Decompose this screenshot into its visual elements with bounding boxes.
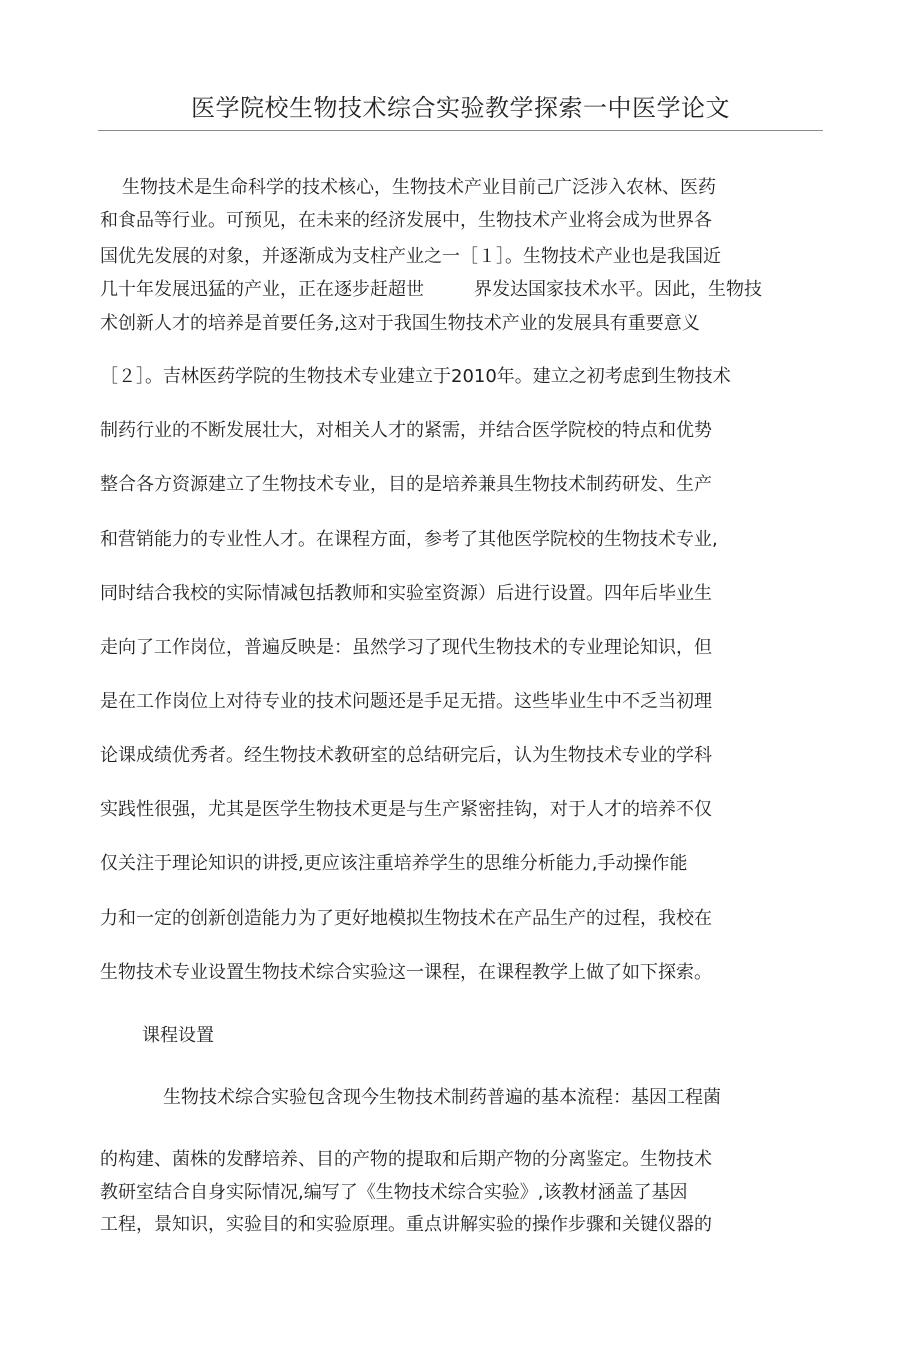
section-heading: 课程设置 <box>142 1025 214 1046</box>
text-line: 是在工作岗位上对待专业的技术问题还是手足无措。这些毕业生中不乏当初理 <box>100 691 712 712</box>
text-line: 和食品等行业。可预见，在未来的经济发展中，生物技术产业将会成为世界各 <box>100 210 712 231</box>
text-line: 生物技术专业设置生物技术综合实验这一课程，在课程教学上做了如下探索。 <box>100 962 712 983</box>
text-line: 生物技术是生命科学的技术核心，生物技术产业目前己广泛涉入农林、医药 <box>122 177 716 198</box>
text-line <box>100 279 762 301</box>
text-line: 制药行业的不断发展壮大，对相关人才的紧需，并结合医学院校的特点和优势 <box>100 420 712 441</box>
text-line: 教研室结合自身实际情况,编写了《生物技术综合实验》,该教材涵盖了基因 <box>100 1182 688 1203</box>
text-fragment: 界发达国家技术水平。因此，生物技 <box>474 279 762 300</box>
text-line: 生物技术综合实验包含现今生物技术制药普遍的基本流程：基因工程菌 <box>163 1087 721 1108</box>
text-line: 工程，景知识，实验目的和实验原理。重点讲解实验的操作步骤和关键仪器的 <box>100 1214 712 1235</box>
text-line: 走向了工作岗位，普遍反映是：虽然学习了现代生物技术的专业理论知识，但 <box>100 637 712 658</box>
text-line: 的构建、菌株的发酵培养、目的产物的提取和后期产物的分离鉴定。生物技术 <box>100 1149 712 1170</box>
text-line: 术创新人才的培养是首要任务,这对于我国生物技术产业的发展具有重要意义 <box>100 313 700 334</box>
text-line: 国优先发展的对象，并逐渐成为支柱产业之一［１］。生物技术产业也是我国近 <box>100 246 721 267</box>
text-line: 实践性很强，尤其是医学生物技术更是与生产紧密挂钩，对于人才的培养不仅 <box>100 799 712 820</box>
text-line: ［２］。吉林医药学院的生物技术专业建立于2010年。建立之初考虑到生物技术 <box>100 366 731 387</box>
text-line: 论课成绩优秀者。经生物技术教研室的总结研完后，认为生物技术专业的学科 <box>100 745 712 766</box>
text-line: 同时结合我校的实际情减包括教师和实验室资源）后进行设置。四年后毕业生 <box>100 583 712 604</box>
text-line: 整合各方资源建立了生物技术专业，目的是培养兼具生物技术制药研发、生产 <box>100 474 712 495</box>
title-divider <box>98 130 823 131</box>
document-title: 医学院校生物技术综合实验教学探索一中医学论文 <box>191 94 730 122</box>
text-line: 和营销能力的专业性人才。在课程方面，参考了其他医学院校的生物技术专业, <box>100 529 718 550</box>
text-line: 仅关注于理论知识的讲授,更应该注重培养学生的思维分析能力,手动操作能 <box>100 853 688 874</box>
text-line: 力和一定的创新创造能力为了更好地模拟生物技术在产品生产的过程，我校在 <box>100 908 712 929</box>
text-fragment: 几十年发展迅猛的产业，正在逐步赶超世 <box>100 279 424 300</box>
